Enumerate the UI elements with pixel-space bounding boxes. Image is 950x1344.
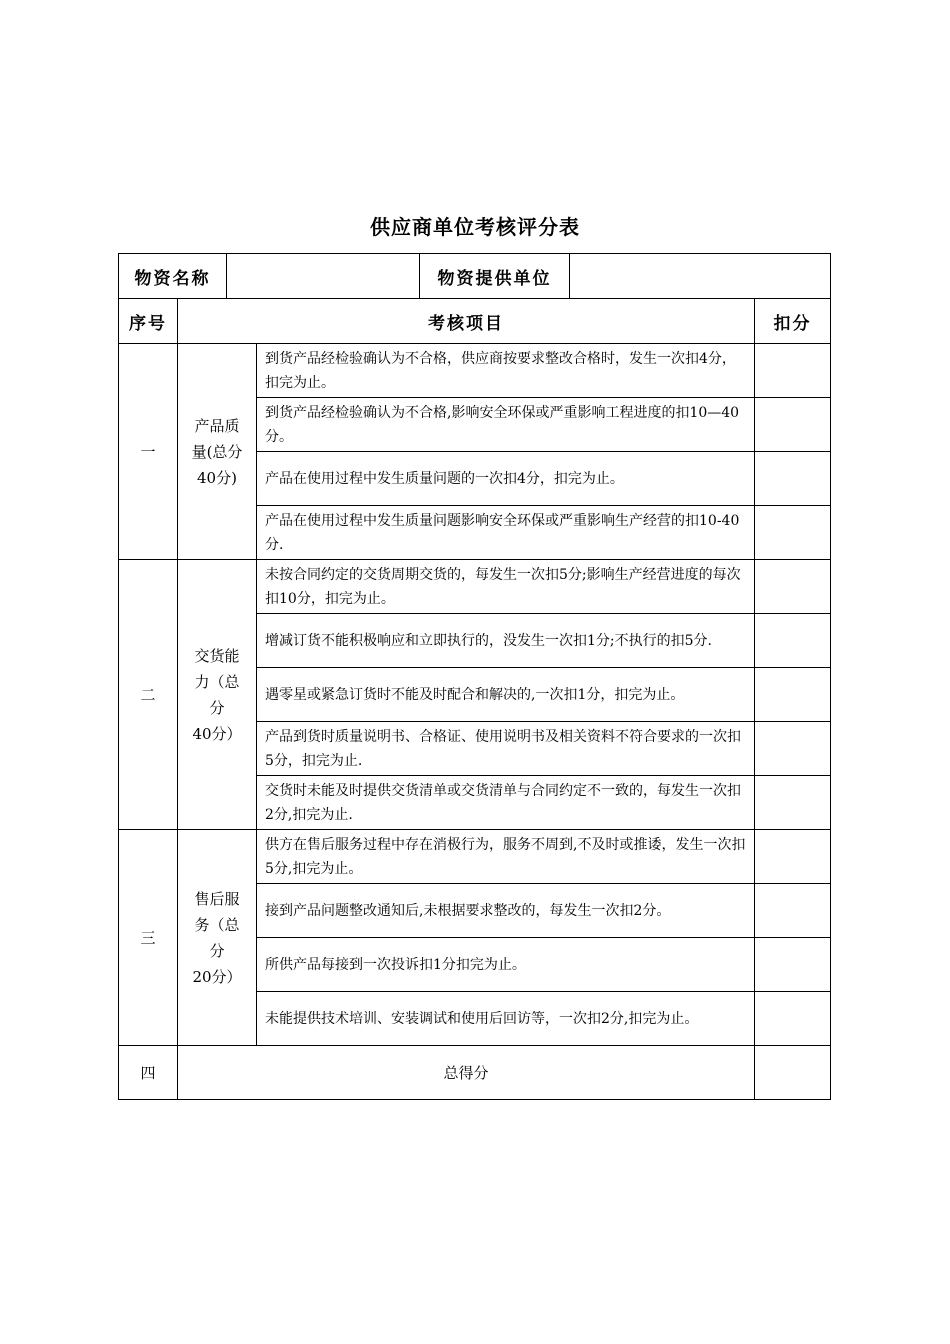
header-row <box>119 299 831 344</box>
header-seq: 序号 <box>119 299 178 344</box>
deduction-field[interactable] <box>755 614 831 668</box>
total-row <box>119 1046 831 1100</box>
assessment-table <box>118 253 831 1100</box>
criterion-text: 产品在使用过程中发生质量问题的一次扣4分，扣完为止。 <box>257 452 755 506</box>
deduction-field[interactable] <box>755 830 831 884</box>
section-category: 交货能 力（总 分 40分） <box>178 560 257 830</box>
deduction-field[interactable] <box>755 668 831 722</box>
table-row <box>119 830 831 884</box>
section-seq: 三 <box>119 830 178 1046</box>
table-row <box>119 344 831 398</box>
deduction-field[interactable] <box>755 344 831 398</box>
header-deduction: 扣分 <box>755 299 831 344</box>
deduction-field[interactable] <box>755 992 831 1046</box>
criterion-text: 遇零星或紧急订货时不能及时配合和解决的,一次扣1分，扣完为止。 <box>257 668 755 722</box>
deduction-field[interactable] <box>755 398 831 452</box>
section-category: 售后服 务（总 分 20分） <box>178 830 257 1046</box>
section-seq: 二 <box>119 560 178 830</box>
supplier-field[interactable] <box>570 254 831 299</box>
section-category: 产品质 量(总分 40分) <box>178 344 257 560</box>
table-row <box>119 560 831 614</box>
total-score-field[interactable] <box>755 1046 831 1100</box>
header-item: 考核项目 <box>178 299 755 344</box>
criterion-text: 到货产品经检验确认为不合格,影响安全环保或严重影响工程进度的扣10—40分。 <box>257 398 755 452</box>
total-label: 总得分 <box>178 1046 755 1100</box>
deduction-field[interactable] <box>755 884 831 938</box>
criterion-text: 产品到货时质量说明书、合格证、使用说明书及相关资料不符合要求的一次扣5分，扣完为止. <box>257 722 755 776</box>
deduction-field[interactable] <box>755 938 831 992</box>
criterion-text: 所供产品每接到一次投诉扣1分扣完为止。 <box>257 938 755 992</box>
supplier-label: 物资提供单位 <box>420 254 570 299</box>
criterion-text: 未按合同约定的交货周期交货的，每发生一次扣5分;影响生产经营进度的每次扣10分，扣完为止。 <box>257 560 755 614</box>
material-name-label: 物资名称 <box>119 254 227 299</box>
page-title: 供应商单位考核评分表 <box>370 215 580 239</box>
criterion-text: 未能提供技术培训、安装调试和使用后回访等，一次扣2分,扣完为止。 <box>257 992 755 1046</box>
deduction-field[interactable] <box>755 452 831 506</box>
info-row <box>119 254 831 299</box>
criterion-text: 产品在使用过程中发生质量问题影响安全环保或严重影响生产经营的扣10-40分. <box>257 506 755 560</box>
criterion-text: 供方在售后服务过程中存在消极行为，服务不周到,不及时或推诿，发生一次扣5分,扣完为止。 <box>257 830 755 884</box>
deduction-field[interactable] <box>755 560 831 614</box>
criterion-text: 接到产品问题整改通知后,未根据要求整改的，每发生一次扣2分。 <box>257 884 755 938</box>
criterion-text: 交货时未能及时提供交货清单或交货清单与合同约定不一致的，每发生一次扣2分,扣完为止. <box>257 776 755 830</box>
total-seq: 四 <box>119 1046 178 1100</box>
criterion-text: 到货产品经检验确认为不合格，供应商按要求整改合格时，发生一次扣4分，扣完为止。 <box>257 344 755 398</box>
section-seq: 一 <box>119 344 178 560</box>
deduction-field[interactable] <box>755 506 831 560</box>
material-name-field[interactable] <box>227 254 420 299</box>
criterion-text: 增减订货不能积极响应和立即执行的，没发生一次扣1分;不执行的扣5分. <box>257 614 755 668</box>
deduction-field[interactable] <box>755 776 831 830</box>
deduction-field[interactable] <box>755 722 831 776</box>
